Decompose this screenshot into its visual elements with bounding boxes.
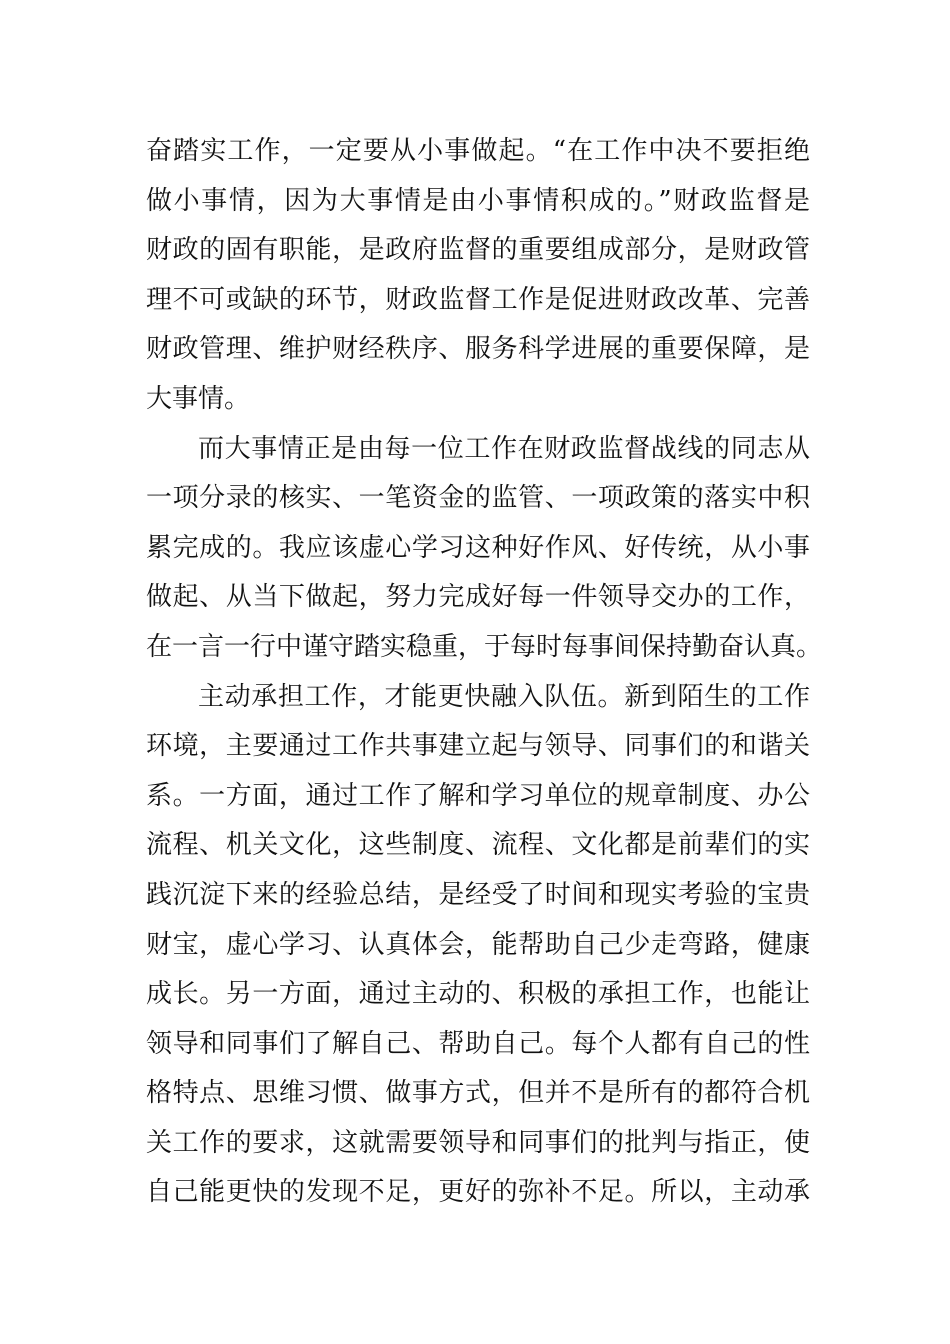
text-line: 大事情。	[146, 383, 251, 414]
text-line: 在一言一行中谨守踏实稳重，于每时每事间保持勤奋认真。	[146, 631, 823, 662]
paragraph-1	[146, 127, 810, 425]
text-line: 环境，主要通过工作共事建立起与领导、同事们的和谐关	[146, 731, 810, 762]
text-line: 累完成的。我应该虚心学习这种好作风、好传统，从小事	[146, 532, 810, 563]
text-line: 理不可或缺的环节，财政监督工作是促进财政改革、完善	[146, 284, 810, 315]
text-line: 做小事情，因为大事情是由小事情积成的。”财政监督是	[146, 185, 810, 216]
paragraph-3	[146, 673, 810, 1219]
text-line: 而大事情正是由每一位工作在财政监督战线的同志从	[198, 433, 810, 464]
text-line: 一项分录的核实、一笔资金的监管、一项政策的落实中积	[146, 483, 810, 514]
document-body	[146, 127, 823, 1218]
text-line: 践沉淀下来的经验总结，是经受了时间和现实考验的宝贵	[146, 879, 810, 910]
text-line: 做起、从当下做起，努力完成好每一件领导交办的工作，	[146, 582, 810, 613]
paragraph-2	[146, 425, 823, 673]
text-line: 财宝，虚心学习、认真体会，能帮助自己少走弯路，健康	[146, 929, 810, 960]
text-line: 关工作的要求，这就需要领导和同事们的批判与指正，使	[146, 1127, 810, 1158]
text-line: 主动承担工作，才能更快融入队伍。新到陌生的工作	[198, 681, 810, 712]
text-line: 格特点、思维习惯、做事方式，但并不是所有的都符合机	[146, 1078, 810, 1109]
text-line: 财政管理、维护财经秩序、服务科学进展的重要保障，是	[146, 334, 810, 365]
text-line: 系。一方面，通过工作了解和学习单位的规章制度、办公	[146, 780, 810, 811]
text-line: 奋踏实工作，一定要从小事做起。“在工作中决不要拒绝	[146, 136, 810, 166]
text-line: 自己能更快的发现不足，更好的弥补不足。所以，主动承	[146, 1177, 810, 1208]
text-line: 成长。另一方面，通过主动的、积极的承担工作，也能让	[146, 979, 810, 1010]
text-line: 流程、机关文化，这些制度、流程、文化都是前辈们的实	[146, 830, 810, 861]
text-line: 财政的固有职能，是政府监督的重要组成部分，是财政管	[146, 235, 810, 266]
text-line: 领导和同事们了解自己、帮助自己。每个人都有自己的性	[146, 1028, 810, 1059]
